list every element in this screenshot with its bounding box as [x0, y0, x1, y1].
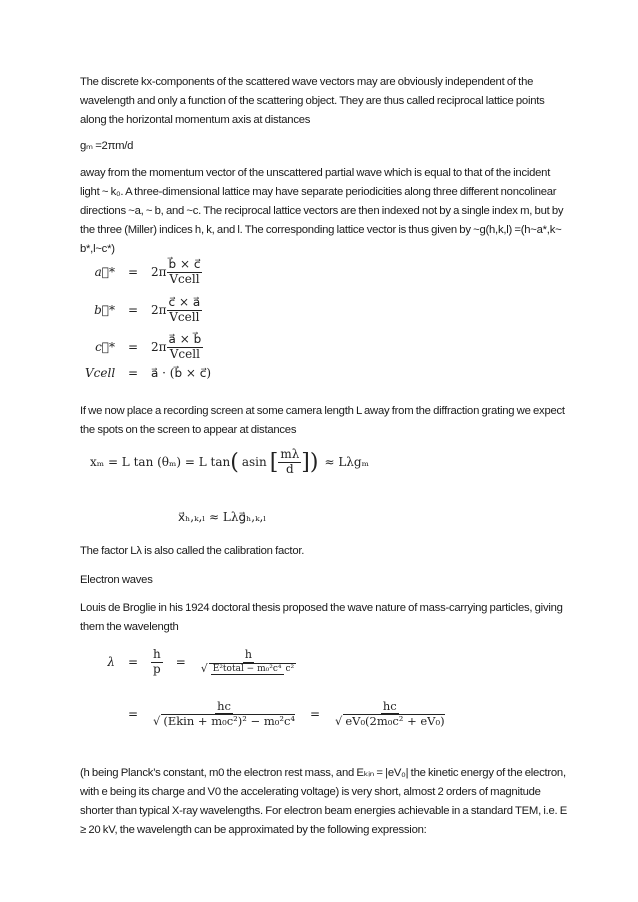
equation-c-star: c⃗* = 2π $\frac{a⃗ \times b⃗}{\text{Vcell}}$: [95, 332, 202, 361]
equation-b-star: b⃗* = 2π $\frac{c⃗ \times a⃗}{\text{Vcell}}$: [94, 295, 201, 324]
paragraph-gm-formula: gₘ =2πm/d: [80, 140, 134, 152]
paragraph-de-broglie: Louis de Broglie in his 1924 doctoral thesis proposed the wave nature of mass-carrying particles, giving them the wavelength: [80, 602, 563, 633]
paragraph-reciprocal-lattice: The discrete kx-components of the scattered wave vectors may are obviously independent of the wavelength and only a function of the scattering object. They are thus called reciprocal lattice points along the horizontal momentum axis at distances: [80, 76, 545, 126]
equation-xhkl: x⃗ₕ,ₖ,ₗ ≈ Lλg⃗ₕ,ₖ,ₗ: [178, 510, 267, 524]
equation-lambda-line2: = $\frac{hc}{\text{√ (Ekin + m₀c²)² − m₀²c⁴}}$ = $\frac{hc}{\text{√ eV₀(2m₀c² + eV₀)}}$: [127, 699, 445, 729]
section-heading-electron-waves: Electron waves: [80, 574, 153, 586]
equation-xm: xₘ = L tan (θₘ) = L tan ( asin [ $\frac{m\lambda}{d}$ ]) ≈ Lλgₘ: [90, 447, 369, 476]
paragraph-miller-indices: away from the momentum vector of the unscattered partial wave which is equal to that of the incident light ~ k₀. A three-dimensional lattice may have separate periodicities along three different noncolinear directions ~a, ~ b, and ~c. The reciprocal lattice vectors are then indexed not by a single index m, but by the three (Miller) indices h, k, and l. The corresponding lattice vector is thus given by ~g(h,k,l) =(h~a*,k~ b*,l~c*): [80, 167, 564, 255]
equation-a-star: a⃗* = 2π $\frac{b⃗ \times c⃗}{\text{Vcell}}$: [94, 257, 201, 286]
equation-vcell: Vcell = a⃗ · (b⃗ × c⃗): [85, 366, 212, 380]
equation-lambda-line1: λ = $\frac{h}{p}$ = h √ E²total − m₀²c⁴ c²: [107, 647, 295, 676]
paragraph-recording-screen: If we now place a recording screen at some camera length L away from the diffraction grating we expect the spots on the screen to appear at distances: [80, 405, 565, 436]
paragraph-calibration: The factor Lλ is also called the calibration factor.: [80, 545, 305, 557]
paragraph-planck-constant: (h being Planck’s constant, m0 the electron rest mass, and Eₖᵢₙ = |eV₀| the kinetic energy of the electron, with e being its charge and V0 the accelerating voltage) is very short, almost 2 orders of magnitude shorter than typical X-ray wavelengths. For electron beam energies achievable in a standard TEM, i.e. E ≥ 20 kV, the wavelength can be approximated by the following expression:: [80, 767, 568, 836]
